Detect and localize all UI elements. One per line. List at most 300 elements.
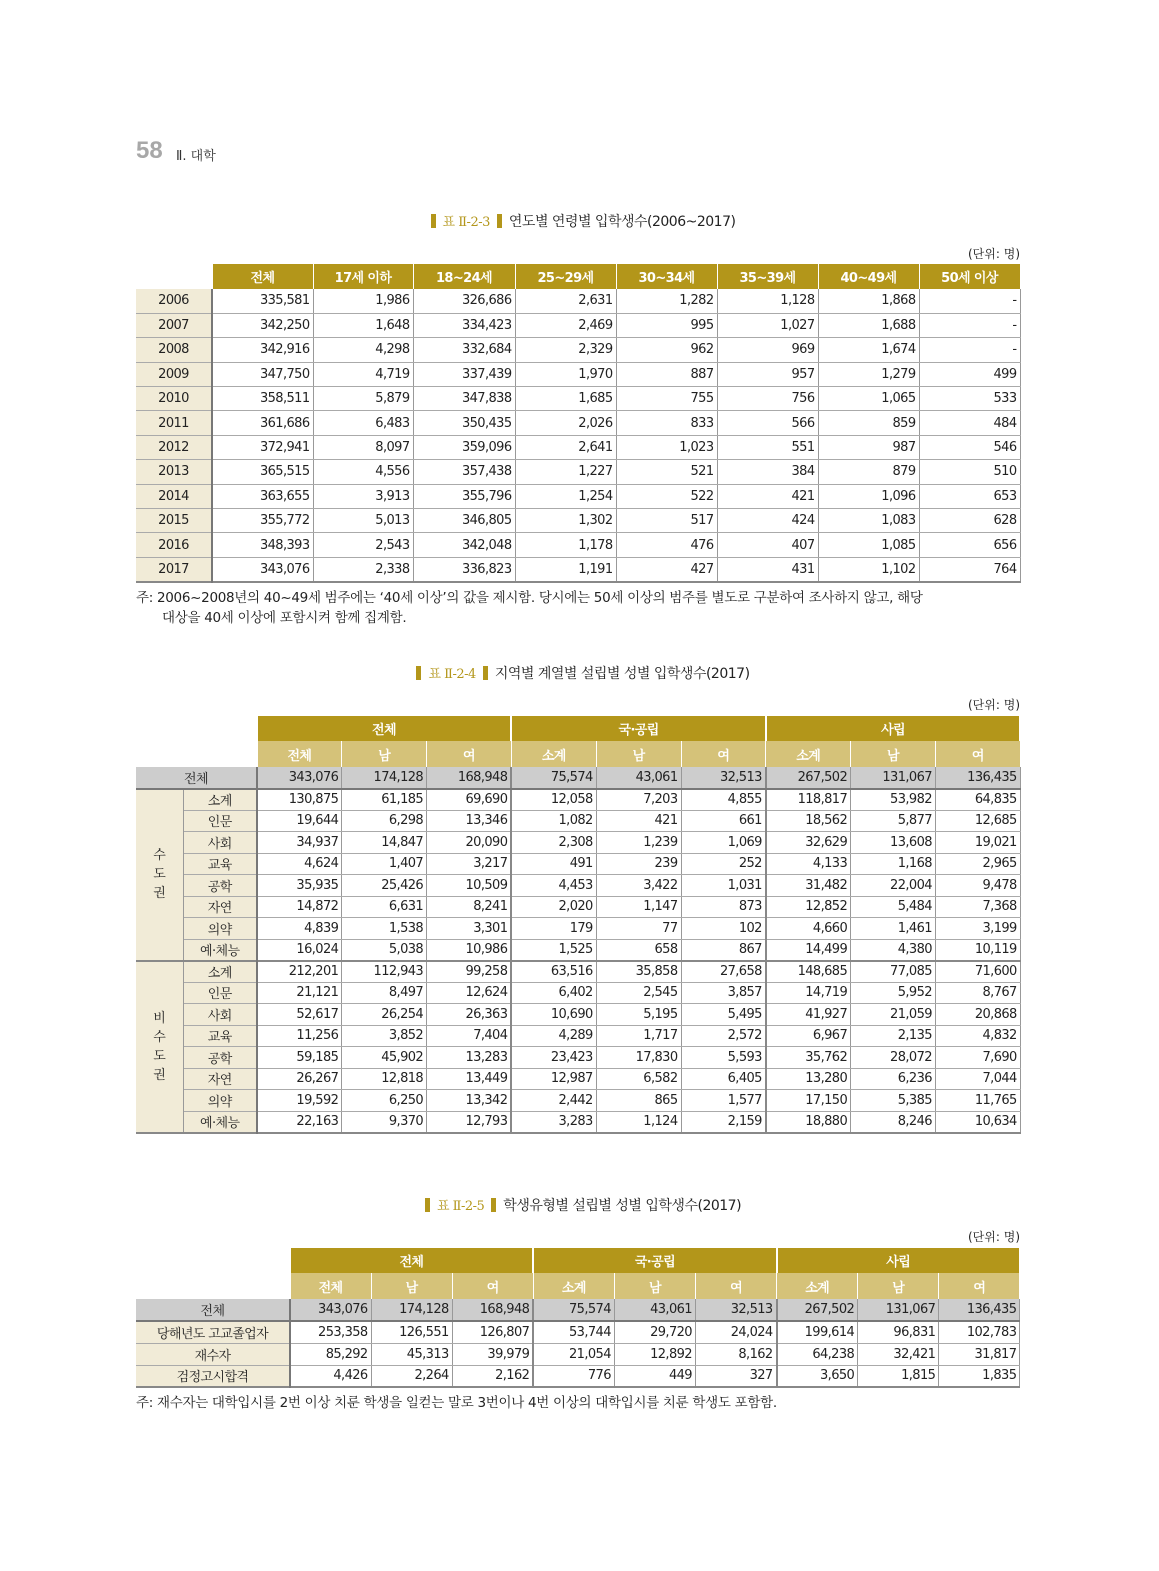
table-row (136, 362, 1020, 386)
data-cell: 16,024 (257, 939, 342, 961)
sub-header: 전체 (257, 741, 342, 767)
data-cell: 64,238 (777, 1343, 858, 1365)
data-cell: 1,065 (818, 387, 919, 411)
group-header: 국·공립 (533, 1248, 776, 1273)
row-year: 2010 (136, 387, 212, 411)
data-cell: 337,439 (413, 362, 515, 386)
sub-header: 여 (695, 1273, 776, 1299)
note-line: 대상을 40세 이상에 포함시켜 함께 집계함. (162, 610, 407, 626)
row-label: 사회 (183, 1004, 257, 1026)
data-cell: 551 (717, 435, 818, 459)
column-header: 35~39세 (717, 264, 818, 289)
table-row (136, 810, 1020, 832)
data-cell: 566 (717, 411, 818, 435)
data-cell: 2,338 (313, 557, 413, 581)
data-cell: 6,250 (342, 1090, 427, 1112)
row-label: 의약 (183, 1090, 257, 1112)
data-cell: 99,258 (427, 961, 512, 983)
data-cell: 5,195 (596, 1004, 681, 1026)
data-cell: 1,674 (818, 338, 919, 362)
table-row (136, 313, 1020, 337)
data-cell: 18,562 (766, 810, 851, 832)
data-cell: 10,634 (935, 1111, 1020, 1133)
data-cell: 8,767 (935, 982, 1020, 1004)
row-label: 공학 (183, 1047, 257, 1069)
table-row (136, 1111, 1020, 1133)
data-cell: 1,083 (818, 509, 919, 533)
data-cell: 126,551 (371, 1321, 452, 1343)
group-header: 전체 (257, 716, 511, 741)
region-label (136, 789, 183, 961)
data-cell: 77 (596, 918, 681, 940)
data-cell: 1,525 (511, 939, 596, 961)
data-cell: - (919, 313, 1020, 337)
row-year: 2015 (136, 509, 212, 533)
data-cell: 2,543 (313, 533, 413, 557)
sub-header: 소계 (777, 1273, 858, 1299)
data-cell: 118,817 (766, 789, 851, 811)
data-cell: 4,839 (257, 918, 342, 940)
table2-caption (0, 663, 1159, 683)
data-cell: 407 (717, 533, 818, 557)
table-row (136, 1068, 1020, 1090)
data-cell: 131,067 (858, 1299, 939, 1321)
data-cell: 10,986 (427, 939, 512, 961)
data-cell: 34,937 (257, 832, 342, 854)
data-cell: 343,076 (212, 557, 313, 581)
data-cell: 4,832 (935, 1025, 1020, 1047)
column-header: 17세 이하 (313, 264, 413, 289)
data-cell: 12,624 (427, 982, 512, 1004)
data-cell: 424 (717, 509, 818, 533)
data-cell: 1,868 (818, 289, 919, 313)
group-header: 사립 (777, 1248, 1020, 1273)
data-cell: 1,648 (313, 313, 413, 337)
data-cell: 32,629 (766, 832, 851, 854)
data-cell: 27,658 (681, 961, 766, 983)
data-cell: 14,847 (342, 832, 427, 854)
data-cell: 499 (919, 362, 1020, 386)
data-cell: 347,750 (212, 362, 313, 386)
data-cell: 11,256 (257, 1025, 342, 1047)
column-header: 40~49세 (818, 264, 919, 289)
data-cell: 755 (616, 387, 717, 411)
table1-label: 표 Ⅱ-2-3 (442, 215, 490, 230)
data-cell: 365,515 (212, 460, 313, 484)
table-row (136, 509, 1020, 533)
data-cell: 21,059 (851, 1004, 936, 1026)
sub-header: 여 (681, 741, 766, 767)
data-cell: 653 (919, 484, 1020, 508)
data-cell: 4,660 (766, 918, 851, 940)
data-cell: 69,690 (427, 789, 512, 811)
data-cell: 6,236 (851, 1068, 936, 1090)
data-cell: 71,600 (935, 961, 1020, 983)
data-cell: 1,538 (342, 918, 427, 940)
data-cell: 384 (717, 460, 818, 484)
data-cell: 32,421 (858, 1343, 939, 1365)
region-name: 수도권 (153, 848, 166, 901)
data-cell: 1,085 (818, 533, 919, 557)
data-cell: 4,624 (257, 853, 342, 875)
data-cell: 342,916 (212, 338, 313, 362)
data-cell: 510 (919, 460, 1020, 484)
data-cell: 1,279 (818, 362, 919, 386)
data-cell: 421 (717, 484, 818, 508)
data-cell: 1,254 (515, 484, 616, 508)
data-cell: 22,004 (851, 875, 936, 897)
data-cell: 7,203 (596, 789, 681, 811)
row-year: 2009 (136, 362, 212, 386)
table2-title: 지역별 계열별 설립별 성별 입학생수(2017) (494, 666, 750, 682)
sub-header: 남 (858, 1273, 939, 1299)
table-age-by-year (136, 264, 1021, 583)
data-cell: 355,772 (212, 509, 313, 533)
data-cell: 3,283 (511, 1111, 596, 1133)
data-cell: 7,368 (935, 896, 1020, 918)
data-cell: 628 (919, 509, 1020, 533)
data-cell: 7,044 (935, 1068, 1020, 1090)
row-label: 소계 (183, 789, 257, 811)
data-cell: 1,178 (515, 533, 616, 557)
data-cell: 26,267 (257, 1068, 342, 1090)
chapter-title: Ⅱ. 대학 (176, 149, 216, 164)
data-cell: 35,935 (257, 875, 342, 897)
row-label: 사회 (183, 832, 257, 854)
data-cell: 4,289 (511, 1025, 596, 1047)
table-row (136, 411, 1020, 435)
data-cell: 1,027 (717, 313, 818, 337)
data-cell: 522 (616, 484, 717, 508)
table1-title: 연도별 연령별 입학생수(2006~2017) (508, 214, 736, 230)
data-cell: 3,199 (935, 918, 1020, 940)
data-cell: 39,979 (452, 1343, 533, 1365)
data-cell: 449 (614, 1365, 695, 1387)
data-cell: 987 (818, 435, 919, 459)
data-cell: 484 (919, 411, 1020, 435)
total-row (136, 1299, 1020, 1321)
data-cell: 358,511 (212, 387, 313, 411)
row-label: 공학 (183, 875, 257, 897)
table-row (136, 1047, 1020, 1069)
data-cell: 12,818 (342, 1068, 427, 1090)
data-cell: 64,835 (935, 789, 1020, 811)
data-cell: 23,423 (511, 1047, 596, 1069)
data-cell: 661 (681, 810, 766, 832)
data-cell: 348,393 (212, 533, 313, 557)
sub-header: 남 (342, 741, 427, 767)
data-cell: 102 (681, 918, 766, 940)
region-name: 비수도권 (153, 1010, 166, 1083)
data-cell: 8,097 (313, 435, 413, 459)
data-cell: 41,927 (766, 1004, 851, 1026)
table-row (136, 460, 1020, 484)
data-cell: 764 (919, 557, 1020, 581)
data-cell: 1,685 (515, 387, 616, 411)
data-cell: 1,069 (681, 832, 766, 854)
data-cell: 35,858 (596, 961, 681, 983)
data-cell: 476 (616, 533, 717, 557)
row-label: 자연 (183, 896, 257, 918)
row-label: 검정고시합격 (136, 1365, 290, 1387)
column-header: 30~34세 (616, 264, 717, 289)
data-cell: 1,168 (851, 853, 936, 875)
table1-caption (0, 211, 1159, 231)
data-cell: 2,026 (515, 411, 616, 435)
data-cell: 5,952 (851, 982, 936, 1004)
data-cell: 17,150 (766, 1090, 851, 1112)
group-header-row (136, 1248, 1020, 1273)
data-cell: 5,495 (681, 1004, 766, 1026)
data-cell: 35,762 (766, 1047, 851, 1069)
data-cell: 130,875 (257, 789, 342, 811)
group-header-row (136, 716, 1020, 741)
table3-note: 주: 재수자는 대학입시를 2번 이상 치룬 학생을 일컫는 말로 3번이나 4번 이상의 대학입시를 치룬 학생도 포함함. (136, 1395, 777, 1411)
row-year: 2008 (136, 338, 212, 362)
column-header: 25~29세 (515, 264, 616, 289)
data-cell: 199,614 (777, 1321, 858, 1343)
data-cell: 5,013 (313, 509, 413, 533)
data-cell: 13,449 (427, 1068, 512, 1090)
data-cell: 1,986 (313, 289, 413, 313)
data-cell: 962 (616, 338, 717, 362)
data-cell: 14,719 (766, 982, 851, 1004)
data-cell: 3,650 (777, 1365, 858, 1387)
data-cell: 1,023 (616, 435, 717, 459)
data-cell: 32,513 (681, 767, 766, 789)
data-cell: 969 (717, 338, 818, 362)
data-cell: 4,426 (290, 1365, 371, 1387)
data-cell: 359,096 (413, 435, 515, 459)
table-row (136, 1090, 1020, 1112)
data-cell: 10,509 (427, 875, 512, 897)
data-cell: 1,970 (515, 362, 616, 386)
data-cell: 346,805 (413, 509, 515, 533)
group-header: 사립 (766, 716, 1020, 741)
table1-unit: (단위: 명) (968, 247, 1020, 261)
header-row (136, 264, 1020, 289)
group-header: 전체 (290, 1248, 533, 1273)
data-cell: 112,943 (342, 961, 427, 983)
row-label: 당해년도 고교졸업자 (136, 1321, 290, 1343)
data-cell: 13,342 (427, 1090, 512, 1112)
data-cell: 267,502 (777, 1299, 858, 1321)
data-cell: 20,090 (427, 832, 512, 854)
data-cell: 521 (616, 460, 717, 484)
data-cell: 658 (596, 939, 681, 961)
data-cell: 6,631 (342, 896, 427, 918)
table-row (136, 853, 1020, 875)
table3-label: 표 Ⅱ-2-5 (436, 1199, 485, 1214)
data-cell: 10,119 (935, 939, 1020, 961)
table-row (136, 557, 1020, 581)
data-cell: 14,872 (257, 896, 342, 918)
table-row (136, 484, 1020, 508)
data-cell: 212,201 (257, 961, 342, 983)
sub-header-row (136, 741, 1020, 767)
data-cell: 357,438 (413, 460, 515, 484)
data-cell: 350,435 (413, 411, 515, 435)
data-cell: 12,793 (427, 1111, 512, 1133)
sub-header: 여 (427, 741, 512, 767)
table1-note (136, 588, 923, 628)
data-cell: 6,405 (681, 1068, 766, 1090)
data-cell: 43,061 (596, 767, 681, 789)
row-label: 소계 (183, 961, 257, 983)
data-cell: 1,102 (818, 557, 919, 581)
row-label: 교육 (183, 1025, 257, 1047)
data-cell: 995 (616, 313, 717, 337)
data-cell: 336,823 (413, 557, 515, 581)
data-cell: 431 (717, 557, 818, 581)
data-cell: 756 (717, 387, 818, 411)
sub-header: 소계 (766, 741, 851, 767)
data-cell: 1,124 (596, 1111, 681, 1133)
row-label: 인문 (183, 810, 257, 832)
data-cell: 29,720 (614, 1321, 695, 1343)
data-cell: 1,031 (681, 875, 766, 897)
data-cell: - (919, 289, 1020, 313)
data-cell: 1,835 (939, 1365, 1020, 1387)
data-cell: 85,292 (290, 1343, 371, 1365)
data-cell: 5,879 (313, 387, 413, 411)
data-cell: 4,556 (313, 460, 413, 484)
data-cell: 1,282 (616, 289, 717, 313)
region-label (136, 961, 183, 1133)
data-cell: 427 (616, 557, 717, 581)
data-cell: 6,298 (342, 810, 427, 832)
data-cell: 19,644 (257, 810, 342, 832)
table-row (136, 918, 1020, 940)
data-cell: 2,329 (515, 338, 616, 362)
data-cell: 14,499 (766, 939, 851, 961)
data-cell: 1,191 (515, 557, 616, 581)
data-cell: 5,385 (851, 1090, 936, 1112)
data-cell: 6,483 (313, 411, 413, 435)
data-cell: 8,162 (695, 1343, 776, 1365)
table-row (136, 982, 1020, 1004)
data-cell: 7,690 (935, 1047, 1020, 1069)
data-cell: 4,719 (313, 362, 413, 386)
data-cell: 1,147 (596, 896, 681, 918)
data-cell: 7,404 (427, 1025, 512, 1047)
data-cell: 1,239 (596, 832, 681, 854)
data-cell: 334,423 (413, 313, 515, 337)
data-cell: 3,852 (342, 1025, 427, 1047)
table-row (136, 1025, 1020, 1047)
sub-header: 소계 (511, 741, 596, 767)
table-row (136, 1004, 1020, 1026)
data-cell: 12,987 (511, 1068, 596, 1090)
data-cell: 26,254 (342, 1004, 427, 1026)
data-cell: - (919, 338, 1020, 362)
row-year: 2014 (136, 484, 212, 508)
data-cell: 3,422 (596, 875, 681, 897)
table-student-type (136, 1248, 1021, 1388)
sub-header: 남 (614, 1273, 695, 1299)
row-year: 2016 (136, 533, 212, 557)
data-cell: 887 (616, 362, 717, 386)
data-cell: 421 (596, 810, 681, 832)
sub-header: 남 (851, 741, 936, 767)
data-cell: 335,581 (212, 289, 313, 313)
row-year: 2017 (136, 557, 212, 581)
data-cell: 879 (818, 460, 919, 484)
data-cell: 8,241 (427, 896, 512, 918)
data-cell: 43,061 (614, 1299, 695, 1321)
column-header: 50세 이상 (919, 264, 1020, 289)
data-cell: 17,830 (596, 1047, 681, 1069)
data-cell: 136,435 (935, 767, 1020, 789)
data-cell: 1,128 (717, 289, 818, 313)
data-cell: 327 (695, 1365, 776, 1387)
data-cell: 131,067 (851, 767, 936, 789)
table-region-field (136, 716, 1021, 1134)
data-cell: 3,913 (313, 484, 413, 508)
row-label: 예·체능 (183, 1111, 257, 1133)
data-cell: 1,227 (515, 460, 616, 484)
data-cell: 2,965 (935, 853, 1020, 875)
data-cell: 1,688 (818, 313, 919, 337)
data-cell: 52,617 (257, 1004, 342, 1026)
data-cell: 5,484 (851, 896, 936, 918)
data-cell: 174,128 (342, 767, 427, 789)
data-cell: 13,608 (851, 832, 936, 854)
data-cell: 2,545 (596, 982, 681, 1004)
data-cell: 4,380 (851, 939, 936, 961)
data-cell: 148,685 (766, 961, 851, 983)
data-cell: 12,058 (511, 789, 596, 811)
data-cell: 343,076 (257, 767, 342, 789)
data-cell: 342,048 (413, 533, 515, 557)
data-cell: 363,655 (212, 484, 313, 508)
data-cell: 1,815 (858, 1365, 939, 1387)
data-cell: 59,185 (257, 1047, 342, 1069)
data-cell: 2,020 (511, 896, 596, 918)
table-row (136, 832, 1020, 854)
data-cell: 8,497 (342, 982, 427, 1004)
table-row (136, 338, 1020, 362)
data-cell: 957 (717, 362, 818, 386)
data-cell: 1,717 (596, 1025, 681, 1047)
data-cell: 332,684 (413, 338, 515, 362)
row-year: 2011 (136, 411, 212, 435)
data-cell: 2,572 (681, 1025, 766, 1047)
data-cell: 102,783 (939, 1321, 1020, 1343)
data-cell: 20,868 (935, 1004, 1020, 1026)
data-cell: 873 (681, 896, 766, 918)
data-cell: 4,133 (766, 853, 851, 875)
corner-cell (136, 1248, 290, 1299)
data-cell: 2,631 (515, 289, 616, 313)
row-year: 2013 (136, 460, 212, 484)
data-cell: 4,298 (313, 338, 413, 362)
data-cell: 1,577 (681, 1090, 766, 1112)
table-row (136, 435, 1020, 459)
table2-unit: (단위: 명) (968, 698, 1020, 712)
column-header: 18~24세 (413, 264, 515, 289)
data-cell: 1,096 (818, 484, 919, 508)
data-cell: 3,301 (427, 918, 512, 940)
data-cell: 63,516 (511, 961, 596, 983)
data-cell: 4,453 (511, 875, 596, 897)
data-cell: 25,426 (342, 875, 427, 897)
data-cell: 1,461 (851, 918, 936, 940)
data-cell: 18,880 (766, 1111, 851, 1133)
table3-unit: (단위: 명) (968, 1230, 1020, 1244)
table-row (136, 387, 1020, 411)
table-row (136, 1321, 1020, 1343)
